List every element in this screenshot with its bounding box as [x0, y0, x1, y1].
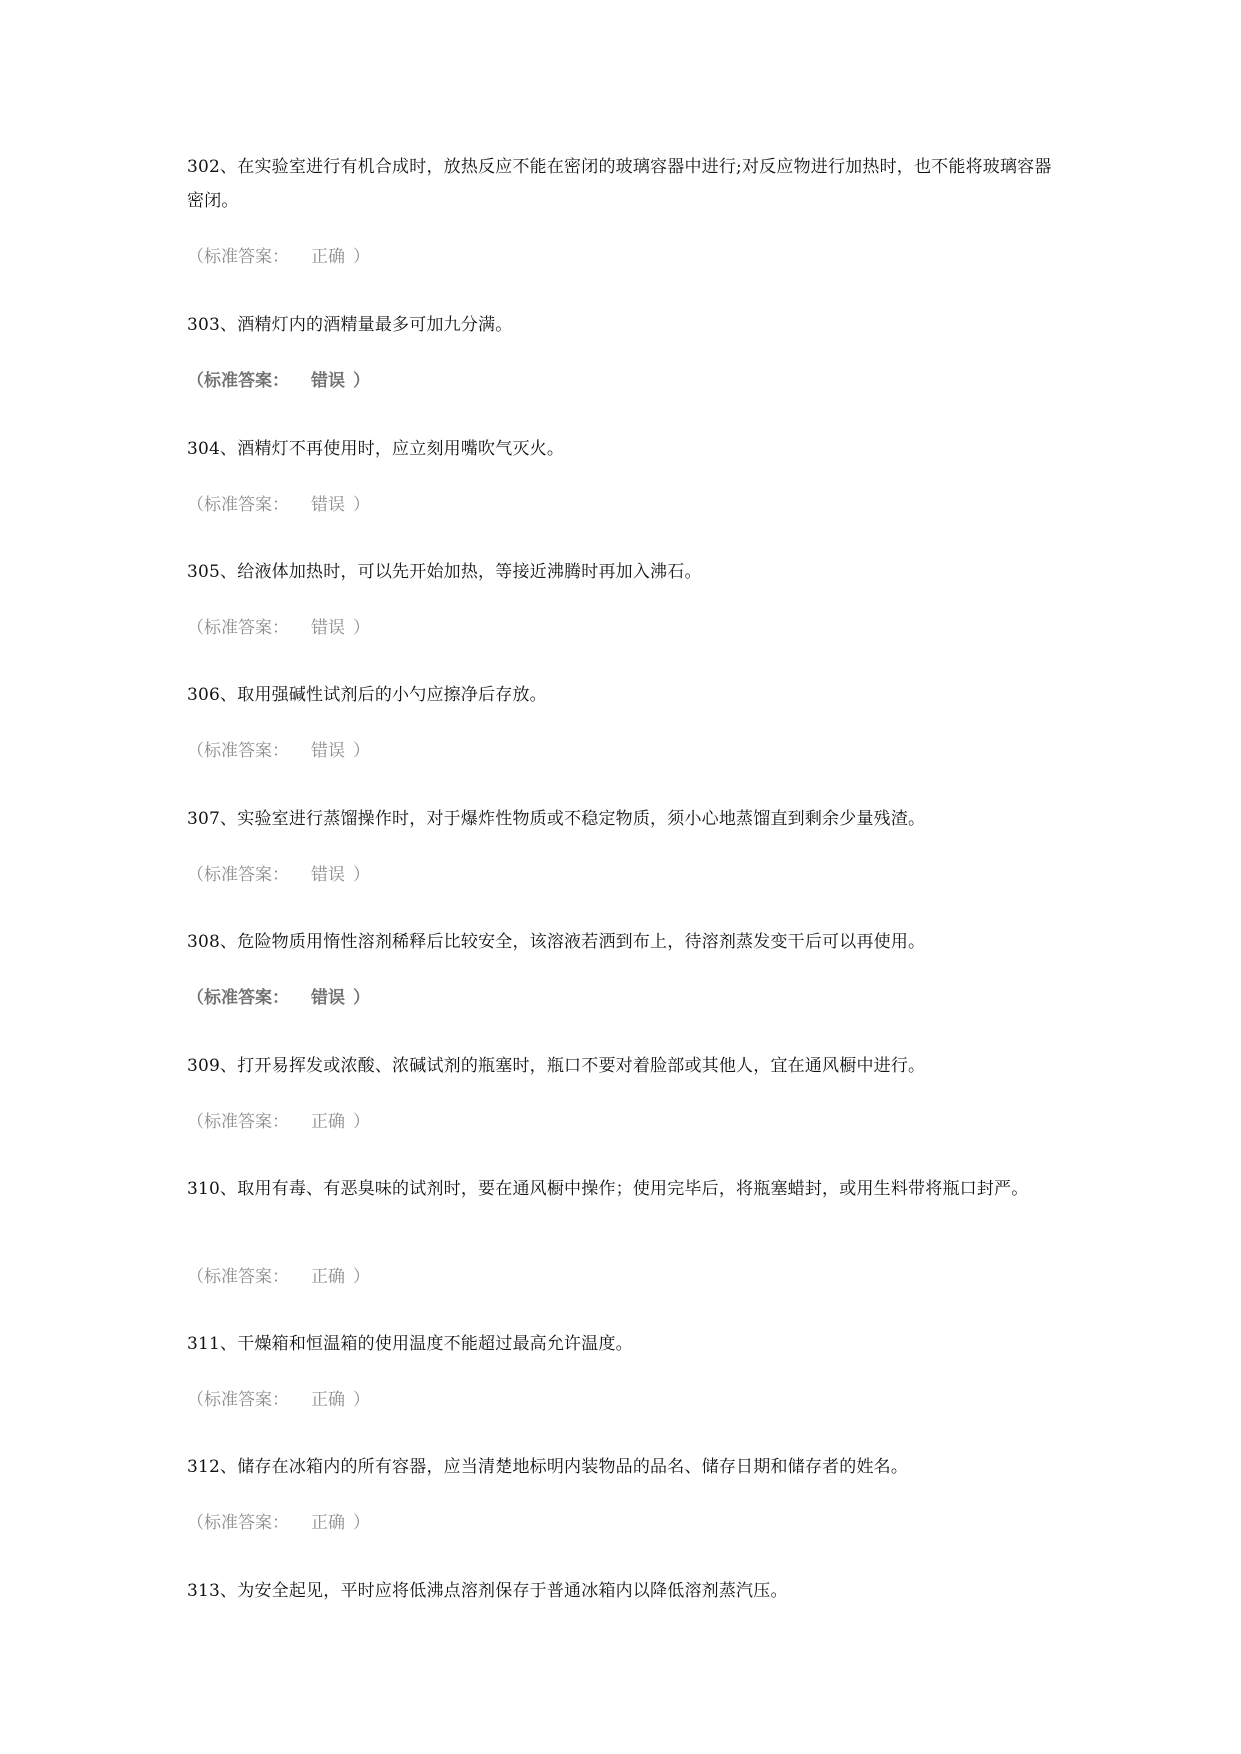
question-text: 306、取用强碱性试剂后的小勺应擦净后存放。: [187, 685, 547, 705]
answer-label: （标准答案：: [187, 1513, 289, 1533]
question-item: [187, 432, 1067, 466]
answer-line: [187, 1110, 370, 1134]
question-item: [187, 308, 1067, 342]
answer-value: 正确: [311, 247, 345, 267]
answer-close: ）: [353, 495, 370, 515]
answer-line: [187, 986, 370, 1010]
answer-label: （标准答案：: [187, 1112, 289, 1132]
answer-close: ）: [353, 618, 370, 638]
answer-value: 错误: [311, 865, 345, 885]
answer-close: ）: [353, 371, 370, 391]
answer-close: ）: [353, 1267, 370, 1287]
question-text: 310、取用有毒、有恶臭味的试剂时，要在通风橱中操作；使用完毕后，将瓶塞蜡封，或用生料带将瓶口封严。: [187, 1179, 1029, 1199]
answer-line: [187, 863, 370, 887]
answer-line: [187, 1388, 370, 1412]
answer-label: （标准答案：: [187, 1390, 289, 1410]
answer-close: ）: [353, 1513, 370, 1533]
question-text: 308、危险物质用惰性溶剂稀释后比较安全，该溶液若洒到布上，待溶剂蒸发变干后可以再使用。: [187, 932, 926, 952]
answer-line: [187, 1511, 370, 1535]
answer-label: （标准答案：: [187, 247, 289, 267]
answer-label: （标准答案：: [187, 495, 289, 515]
answer-close: ）: [353, 988, 370, 1008]
answer-value: 正确: [311, 1390, 345, 1410]
answer-close: ）: [353, 1390, 370, 1410]
answer-value: 错误: [311, 741, 345, 761]
answer-line: [187, 1265, 370, 1289]
question-text: 309、打开易挥发或浓酸、浓碱试剂的瓶塞时，瓶口不要对着脸部或其他人，宜在通风橱中进行。: [187, 1056, 926, 1076]
question-text: 312、储存在冰箱内的所有容器，应当清楚地标明内装物品的品名、储存日期和储存者的姓名。: [187, 1457, 909, 1477]
question-text: 311、干燥箱和恒温箱的使用温度不能超过最高允许温度。: [187, 1334, 633, 1354]
answer-label: （标准答案：: [187, 1267, 289, 1287]
question-item: [187, 1172, 1067, 1206]
question-item: [187, 150, 1067, 218]
answer-value: 正确: [311, 1267, 345, 1287]
answer-label: （标准答案：: [187, 741, 289, 761]
answer-value: 错误: [311, 495, 345, 515]
question-item: [187, 1574, 1067, 1608]
question-text: 313、为安全起见，平时应将低沸点溶剂保存于普通冰箱内以降低溶剂蒸汽压。: [187, 1581, 788, 1601]
answer-line: [187, 245, 370, 269]
question-text: 307、实验室进行蒸馏操作时，对于爆炸性物质或不稳定物质，须小心地蒸馏直到剩余少量残渣。: [187, 809, 926, 829]
answer-label: （标准答案：: [187, 618, 289, 638]
question-item: [187, 1049, 1067, 1083]
answer-line: [187, 739, 370, 763]
answer-value: 错误: [311, 618, 345, 638]
answer-close: ）: [353, 865, 370, 885]
answer-line: [187, 493, 370, 517]
answer-label: （标准答案：: [187, 371, 289, 391]
question-text: 304、酒精灯不再使用时，应立刻用嘴吹气灭火。: [187, 439, 565, 459]
answer-label: （标准答案：: [187, 865, 289, 885]
answer-close: ）: [353, 741, 370, 761]
question-item: [187, 678, 1067, 712]
question-item: [187, 1327, 1067, 1361]
answer-line: [187, 616, 370, 640]
answer-value: 正确: [311, 1112, 345, 1132]
question-text: 303、酒精灯内的酒精量最多可加九分满。: [187, 315, 513, 335]
answer-close: ）: [353, 247, 370, 267]
question-item: [187, 555, 1067, 589]
question-text: 305、给液体加热时，可以先开始加热，等接近沸腾时再加入沸石。: [187, 562, 702, 582]
answer-label: （标准答案：: [187, 988, 289, 1008]
answer-value: 错误: [311, 988, 345, 1008]
question-item: [187, 925, 1067, 959]
answer-value: 错误: [311, 371, 345, 391]
answer-value: 正确: [311, 1513, 345, 1533]
question-item: [187, 802, 1067, 836]
question-item: [187, 1450, 1067, 1484]
question-text: 302、在实验室进行有机合成时，放热反应不能在密闭的玻璃容器中进行;对反应物进行加热时，也不能将玻璃容器密闭。: [187, 157, 1052, 211]
answer-line: [187, 369, 370, 393]
answer-close: ）: [353, 1112, 370, 1132]
